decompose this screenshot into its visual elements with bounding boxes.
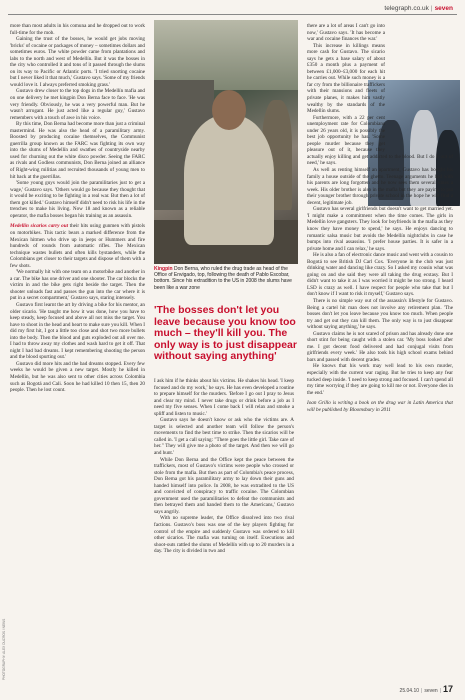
paragraph: Gustavo claims he is not scared of prison and has already done one short stint for being caught with a stolen car. 'My boss looked after me. I got decent food delivered and had conjugal visits from girlfriends every week.' He also took his high school exams behind bars and passed with decent grades. xyxy=(307,330,453,363)
subhead-text: their hits using gunmen with pistols on motorbikes. This tactic bears a marked difference from the Mexican hitmen who drive up in jeeps or Hummers and fire hundreds of rounds from automatic rifles. The Mexican technique wastes bullets and often kills bystanders, while the Colombians get closer to their targets and dispose of them with a few shots. xyxy=(10,223,145,269)
column-3 xyxy=(307,23,453,663)
kingpin-photo xyxy=(154,20,298,264)
subhead-keyword: Medellín sicarios carry out xyxy=(10,223,69,230)
page-header xyxy=(384,5,453,12)
paragraph: With no supreme leader, the Office dissolved into two rival factions. Gustavo's boss was one of the key players fighting for control of the empire and suddenly Gustavo was ordered to kill other sicarios. The mafia was turning on itself. Executions and shoot-outs rattled the slums of Medellín with up to 20 murders in a day. The city is divided in two and xyxy=(154,515,294,555)
paragraph: Furthermore, with a 22 per cent unemployment rate for Colombians under 26 years old, it is possibly the best job opportunity he has. 'Some people murder because they get pleasure out of it, because they actually enjoy killing and get addicted to the blood. But I do it out of need,' he says. xyxy=(307,114,453,167)
header-separator: | xyxy=(430,5,433,12)
caption-name: Kingpin xyxy=(154,266,173,272)
paragraph: While Don Berna and the Office kept the peace between the traffickers, most of Gustavo's victims were people who crossed or stole from the mafia. But then as part of Colombia's peace process, Don Berna got his paramilitary army to lay down their guns and handed himself into police. In 2008, he was extradited to the US and convicted of conspiracy to traffic cocaine. The Colombian government used the paramilitaries to defeat the communists and then betrayed them and handed them to the Americans,' Gustavo says angrily. xyxy=(154,456,294,515)
paragraph: He is also a fan of electronic dance music and went with a cousin to Bogotá to see British DJ Carl Cox. 'Everyone in the club was just drinking water and dancing like crazy. So I asked my cousin what was going on and she said they were all taking the drug ecstasy. But I didn't want to take it as I was worried it might be too strong. I heard LSD is crazy as well. I have respect for people who take that but I don't know if I want to risk it myself,' Gustavo says. xyxy=(307,252,453,298)
paragraph: Gaining the trust of the bosses, he would get jobs moving 'bricks' of cocaine or packages of money – sometimes dollars and sometimes euros. The white powder came from plantations and labs to the north and west of Medellín. But it was the bosses in the city who controlled it and tons of it passed through the slums on its way to Pacific or Atlantic ports. 'I tried snorting cocaine but I never liked it that much,' Gustavo says. 'Some of my friends would love it. I always preferred smoking grass.' xyxy=(10,36,145,88)
site-name: telegraph.co.uk xyxy=(384,5,429,12)
paragraph: This increase in killings means more cash for Gustavo. The sicario says he gets a base salary of about £350 a month plus a payment of between £1,000–£3,000 for each hit he carries out. While such money is a far cry from the billionaire traffickers with their mansions and fleets of private planes, it makes him vastly wealthy by the standards of the Medellín slums. xyxy=(307,42,385,115)
section-name: seven xyxy=(434,5,453,12)
column-2 xyxy=(154,378,294,688)
paragraph: By this time, Don Berna had become more than just a criminal mastermind. He was also the head of a paramilitary army. Boosted by producing cocaine themselves, the Communist guerrilla group known as the FARC was fighting its own way into the slums of Medellín and swathes of countryside nearby used for churning out the white disco powder. Seeing the FARC as rivals and Godless communists, Don Berna joined an alliance of Right-wing militias and recruited thousands of young men to hit back at the guerrillas. xyxy=(10,121,145,180)
column-1 xyxy=(10,23,145,683)
author-bio: Ioan Grillo is writing a book on the drug war in Latin America that will be published by Bloomsbury in 2011 xyxy=(307,400,453,413)
footer-date: 25.04.10 xyxy=(399,688,420,694)
subhead-paragraph xyxy=(10,223,145,269)
paragraph: Gustavo drew closer to the top dogs in the Medellín mafia and on one delivery he met kingpin Don Berna face to face. 'He was very friendly. Obviously, he was a very powerful man. But he wasn't arrogant. He just acted like a regular guy,' Gustavo remembers with a touch of awe in his voice. xyxy=(10,88,145,121)
page-number: 17 xyxy=(442,684,453,694)
photo-caption xyxy=(154,266,298,291)
photo-credit: PHOTOGRAPHY: ALEX DUCROS / NEWS xyxy=(2,618,6,680)
paragraph: there are a lot of areas I can't go into now,' Gustavo says. 'It has become a war and cocaine finances the war.' xyxy=(307,23,385,43)
paragraph: Gustavo first learnt the art by driving a bike for his mentor, an older sicario. 'He taught me how it was done, how you have to keep steady, keep focused and above all not miss the target. You have to shoot in the head and heart to make sure you kill. When I did my first hit, I got a little too close and shot two more bullets into the body. Then the blood and guts exploded out all over me. I had to throw away my clothes and wash hard to get it off. That night I had bad dreams. I kept remembering shooting the person and the blood spurting out.' xyxy=(10,301,145,361)
paragraph: Gustavo has several girlfriends but doesn't want to get married yet. 'I might make a commitment when the time comes. The girls in Medellín love gangsters. They look for boyfriends in the mafia as they know they have money to spend,' he says. He enjoys dancing to romantic salsa music but avoids the Medellín nightclubs in case he bumps into rival assassins. 'I prefer house parties. It is safer in a private home and I can relax,' he says. xyxy=(307,206,453,252)
paragraph: He knows that his work may well lead to his own murder, especially with the current war raging. But he tries to keep any fear tucked deep inside. 'I need to keep strong and focused. I can't spend all my time worrying if they are going to kill me or not. Everyone dies in the end.' xyxy=(307,363,453,396)
paragraph: I ask him if he thinks about his victims. He shakes his head. 'I keep focused and do my work,' he says. He has even developed a routine to prepare himself for the murders. 'Before I go out I pray to Jesus and clear my mind. I never take drugs or drink before a job as I need my five senses. When I come back I will relax and smoke a spliff and listen to music.' xyxy=(154,378,294,417)
caption-text: Don Berna, who ruled the drug trade as head of the Office of Envigado, top, following the death of Pablo Escobar, bottom. Since his extradition to the US in 2008 the slums have been like a war zone xyxy=(154,266,292,291)
pull-quote: 'The bosses don't let you leave because you know too much – they'll kill you. The only way is to just disappear without saying anything' xyxy=(154,304,297,363)
footer-section: seven xyxy=(424,688,438,694)
paragraph: 'Some young guys would join the paramilitaries just to get a wage,' Gustavo says. 'Others would go because they thought that it would be exciting to be fighting in a real war. But then a lot of them got killed.' Gustavo himself didn't need to risk his life in the trenches to make his living. Now 18 and known as a reliable operator, the mafia bosses began his training as an assassin. xyxy=(10,180,145,219)
paragraph: more than most adults in his comuna and he dropped out to work full-time for the mob. xyxy=(10,23,145,36)
paragraph: 'We normally hit with one team on a motorbike and another in a car. The bike has one driver and one shooter. The car blocks the victim in and the bike gets right beside the target. Then the shooter unloads fast and passes the gun into the car where it is put in a secret compartment,' Gustavo says, staring intensely. xyxy=(10,269,145,302)
paragraph: Gustavo did more hits and the bad dreams stopped. Every few weeks he would be given a new target. Mostly he killed in Medellín, but he was also sent to other cities across Colombia such as Bogotá and Cali. Soon he had killed 10 then 15, then 20 people. Then he lost count. xyxy=(10,360,145,394)
photo-float-space xyxy=(389,23,453,151)
paragraph: There is no simple way out of the assassin's lifestyle for Gustavo. Being a cartel hit man does not involve any retirement plan. 'The bosses don't let you leave because you know too much. When people try and get out they can kill them. The only way is to just disappear without saying anything,' he says. xyxy=(307,297,453,331)
page-footer: 25.04.10 | seven | 17 xyxy=(399,684,453,694)
header-rule xyxy=(8,14,457,15)
paragraph: As well as renting himself an apartment, Gustavo has bought his family a house outside of the ghetto. Teenage arguments he had with his parents are long forgotten and he now sees them several times a week. His older brother is also in the mafia but they are paying to put their younger brother through private school in the hope he will find a decent, legitimate job. xyxy=(307,167,453,206)
paragraph: Gustavo says he doesn't know or ask who the victims are. A target is selected and another team will follow the person's movements to find the best time to strike. Then the sicarios will be called in. 'I get a call saying: "There goes the little girl. Take care of her." They will give me a photo of the target. And then we will go and hunt.' xyxy=(154,417,294,457)
